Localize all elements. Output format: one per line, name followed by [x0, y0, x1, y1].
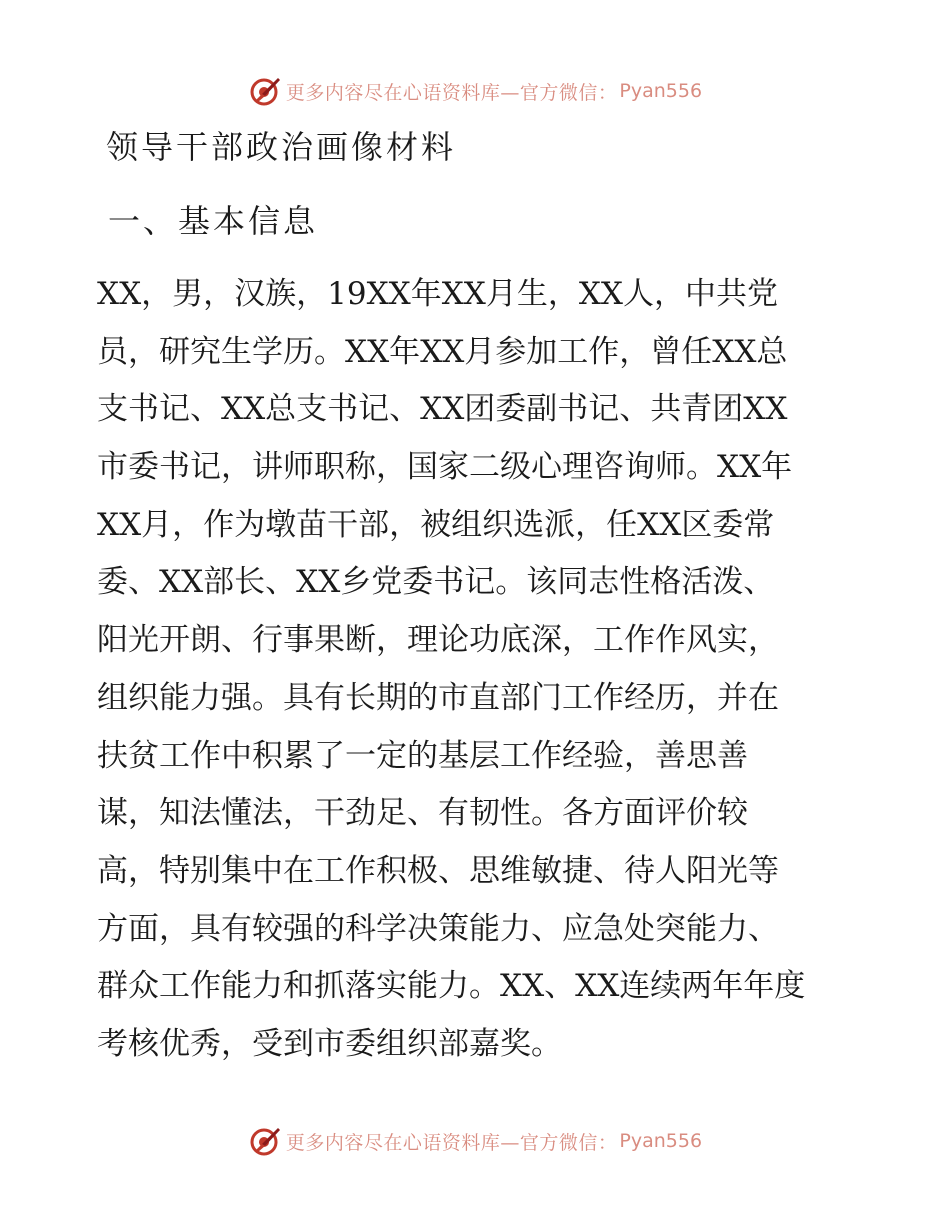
- document-title: 领导干部政治画像材料: [106, 128, 457, 166]
- footer-watermark: [0, 1121, 950, 1161]
- header-watermark: [0, 71, 950, 111]
- text-line: 方面，具有较强的科学决策能力、应急处突能力、: [97, 910, 779, 947]
- text-line: 市委书记，讲师职称，国家二级心理咨询师。XX年: [97, 449, 793, 486]
- text-line: 谋，知法懂法，干劲足、有韧性。各方面评价较: [97, 795, 748, 832]
- watermark-wechat-id: Pyan556: [619, 1130, 703, 1152]
- watermark-text: 更多内容尽在心语资料库—官方微信：: [285, 81, 618, 104]
- body-paragraph: [97, 266, 867, 1074]
- quill-pen-logo-icon: [248, 74, 282, 108]
- text-line: XX，男，汉族，19XX年XX月生，XX人，中共党: [97, 276, 778, 312]
- section-heading-basic-info: 一、基本信息: [108, 202, 319, 240]
- quill-pen-logo-icon: [248, 1124, 282, 1158]
- text-line: XX月，作为墩苗干部，被组织选派，任XX区委常: [97, 506, 775, 543]
- text-line: 支书记、XX总支书记、XX团委副书记、共青团XX: [97, 391, 788, 428]
- text-line: 考核优秀，受到市委组织部嘉奖。: [97, 1025, 562, 1062]
- text-line: 扶贫工作中积累了一定的基层工作经验，善思善: [97, 737, 748, 774]
- watermark-text: 更多内容尽在心语资料库—官方微信：: [285, 1131, 618, 1154]
- watermark-wechat-id: Pyan556: [619, 80, 703, 102]
- text-line: 阳光开朗、行事果断，理论功底深，工作作风实，: [97, 622, 779, 659]
- text-line: 高，特别集中在工作积极、思维敏捷、待人阳光等: [97, 852, 779, 889]
- text-line: 组织能力强。具有长期的市直部门工作经历，并在: [97, 679, 779, 716]
- text-line: 员，研究生学历。XX年XX月参加工作，曾任XX总: [97, 333, 788, 370]
- text-line: 委、XX部长、XX乡党委书记。该同志性格活泼、: [97, 564, 775, 601]
- text-line: 群众工作能力和抓落实能力。XX、XX连续两年年度: [97, 968, 806, 1005]
